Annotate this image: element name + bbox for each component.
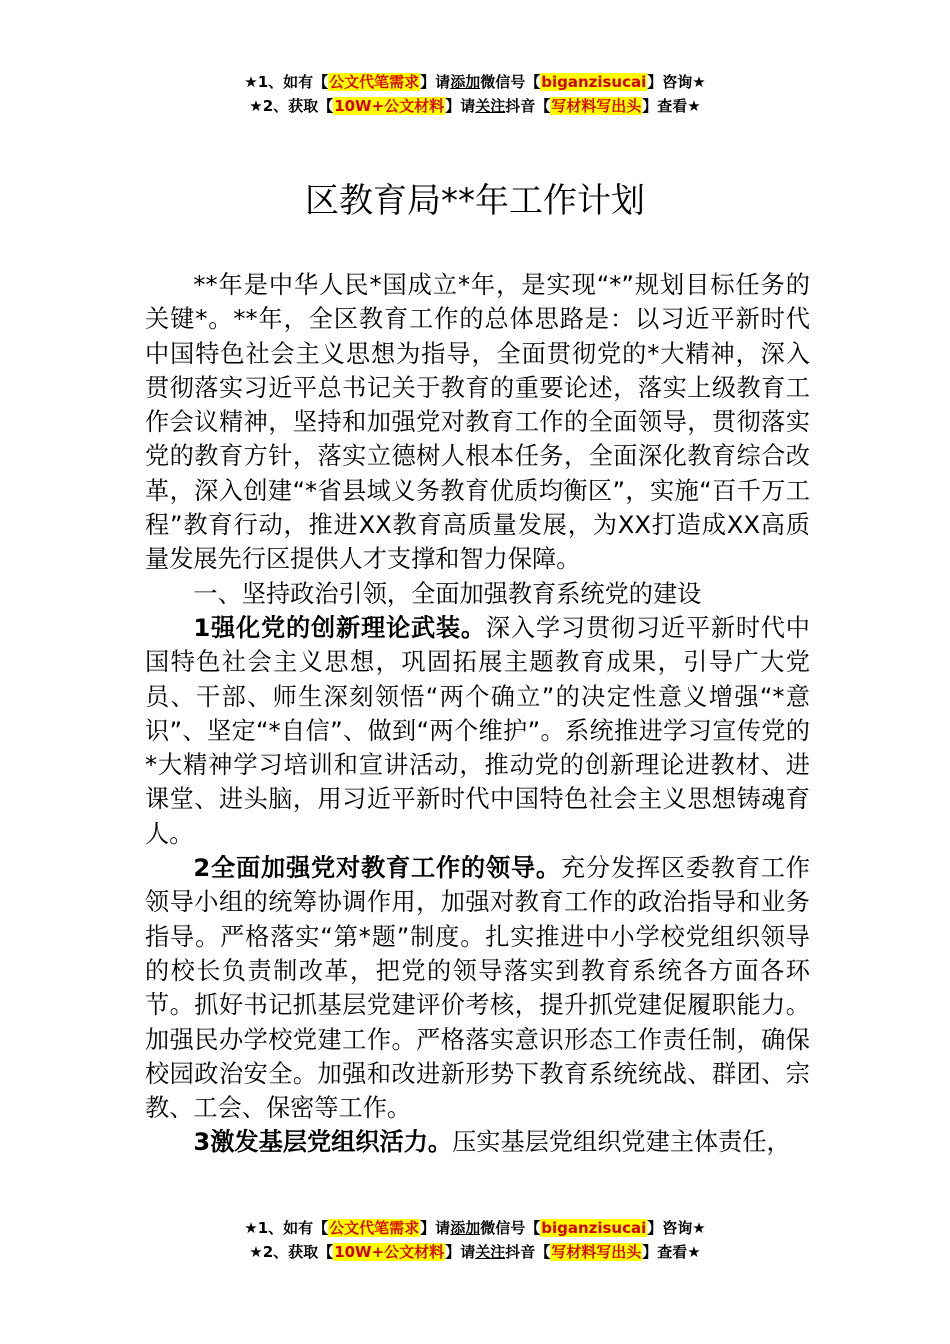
banner-text: ★1、如有【 (244, 1219, 329, 1237)
item-heading: 3激发基层党组织活力。 (193, 1128, 453, 1157)
banner-text: 微信号【 (480, 73, 541, 91)
banner-highlight: 公文代笔需求 (329, 73, 420, 91)
banner-text: 】请 (420, 1219, 451, 1237)
banner-highlight: biganzisucai (541, 1219, 647, 1237)
banner-text: 抖音【 (505, 97, 551, 115)
item-text: 压实基层党组织党建主体责任， (452, 1128, 791, 1157)
banner-text: 】请 (445, 1243, 476, 1261)
banner-line-2 (0, 94, 950, 118)
paragraph-item-2 (145, 851, 810, 1125)
banner-highlight: 10W+公文材料 (334, 1243, 445, 1261)
banner-text: 微信号【 (480, 1219, 541, 1237)
banner-underline: 关注 (475, 97, 506, 115)
banner-text: 】咨询★ (647, 73, 706, 91)
item-text: 充分发挥区委教育工作领导小组的统筹协调作用，加强对教育工作的政治指导和业务指导。严格落实“第*题”制度。扎实推进中小学校党组织领导的校长负责制改革，把党的领导落实到教育系统各方面各环节。抓好书记抓基层党建评价考核，提升抓党建促履职能力。加强民办学校党建工作。严格落实意识形态工作责任制，确保校园政治安全。加强和改进新形势下教育系统统战、群团、宗教、工会、保密等工作。 (145, 854, 810, 1123)
item-heading: 1强化党的创新理论武装。 (193, 613, 486, 642)
banner-underline: 关注 (475, 1243, 506, 1261)
banner-highlight: biganzisucai (541, 73, 647, 91)
banner-text: 】请 (445, 97, 476, 115)
banner-line-1 (0, 1216, 950, 1240)
banner-line-1 (0, 70, 950, 94)
banner-text: ★2、获取【 (249, 1243, 334, 1261)
banner-highlight: 写材料写出头 (551, 97, 642, 115)
banner-text: 】请 (420, 73, 451, 91)
paragraph-item-1 (145, 611, 810, 851)
paragraph-intro: **年是中华人民*国成立*年，是实现“*”规划目标任务的关键*。**年，全区教育工作的总体思路是：以习近平新时代中国特色社会主义思想为指导，全面贯彻党的*大精神，深入贯彻落实习近平总书记关于教育的重要论述，落实上级教育工作会议精神，坚持和加强党对教育工作的全面领导，贯彻落实党的教育方针，落实立德树人根本任务，全面深化教育综合改革，深入创建“*省县域义务教育优质均衡区”，实施“百千万工程”教育行动，推进XX教育高质量发展，为XX打造成XX高质量发展先行区提供人才支撑和智力保障。 (145, 271, 810, 574)
banner-highlight: 10W+公文材料 (334, 97, 445, 115)
section-heading: 一、坚持政治引领，全面加强教育系统党的建设 (193, 579, 702, 608)
top-banner (0, 70, 950, 118)
banner-text: ★2、获取【 (249, 97, 334, 115)
banner-underline: 添加 (450, 1219, 481, 1237)
item-heading: 2全面加强党对教育工作的领导。 (193, 854, 561, 883)
banner-text: 】查看★ (642, 97, 701, 115)
banner-text: 抖音【 (505, 1243, 551, 1261)
banner-highlight: 写材料写出头 (551, 1243, 642, 1261)
document-title: 区教育局**年工作计划 (305, 181, 645, 221)
banner-highlight: 公文代笔需求 (329, 1219, 420, 1237)
banner-text: ★1、如有【 (244, 73, 329, 91)
banner-underline: 添加 (450, 73, 481, 91)
banner-line-2 (0, 1240, 950, 1264)
banner-text: 】咨询★ (647, 1219, 706, 1237)
banner-text: 】查看★ (642, 1243, 701, 1261)
paragraph-item-3 (145, 1125, 810, 1159)
bottom-banner (0, 1216, 950, 1264)
item-text: 深入学习贯彻习近平新时代中国特色社会主义思想，巩固拓展主题教育成果，引导广大党员、干部、师生深刻领悟“两个确立”的决定性意义增强“*意识”、坚定“*自信”、做到“两个维护”。系统推进学习宣传党的*大精神学习培训和宣讲活动，推动党的创新理论进教材、进课堂、进头脑，用习近平新时代中国特色社会主义思想铸魂育人。 (145, 613, 810, 848)
document-body (145, 268, 810, 1160)
